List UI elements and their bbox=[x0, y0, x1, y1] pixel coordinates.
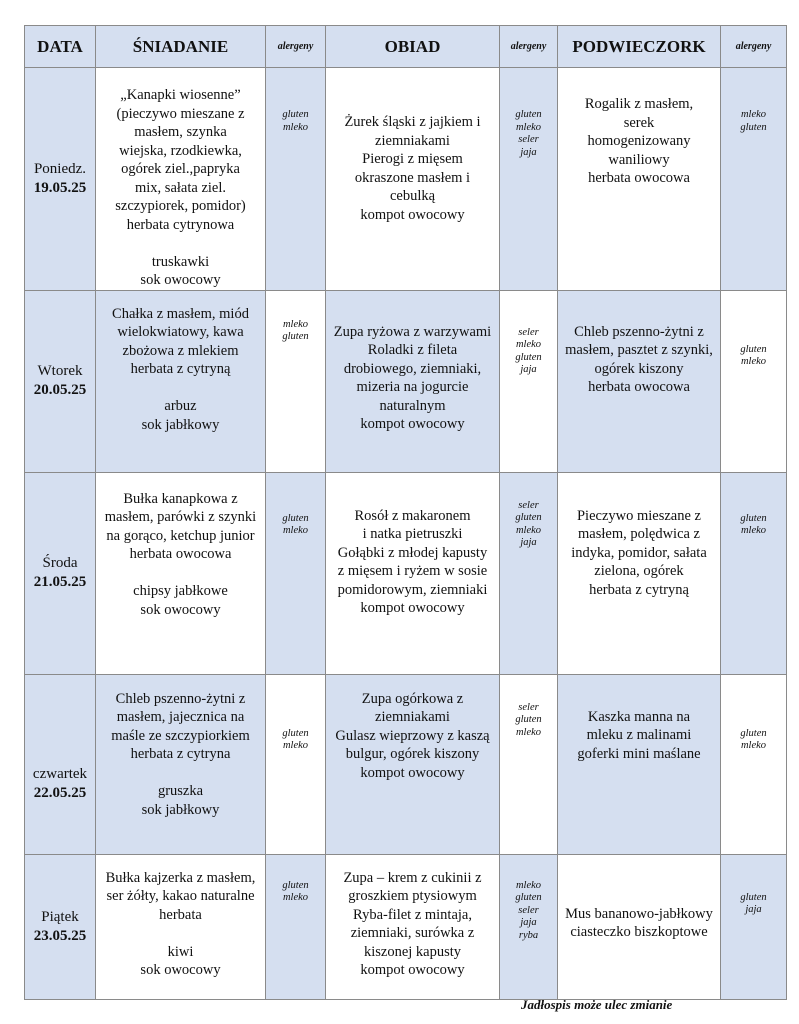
day-name: Poniedz. bbox=[33, 160, 87, 177]
day-name: Piątek bbox=[41, 908, 79, 925]
day-name: Wtorek bbox=[37, 363, 83, 379]
lunch-text: Zupa ogórkowa z ziemniakami Gulasz wieprzowy z kaszą bulgur, ogórek kiszony kompot owocowy bbox=[335, 690, 490, 781]
date-cell bbox=[25, 674, 96, 854]
snack-text: Chleb pszenno-żytni z masłem, pasztet z szynki, ogórek kiszony herbata owocowa bbox=[565, 323, 713, 395]
breakfast-allergens: gluten mleko bbox=[282, 727, 309, 751]
snack-allergens: gluten mleko bbox=[740, 343, 767, 367]
day-row-wednesday bbox=[25, 472, 787, 674]
breakfast-text: Bułka kajzerka z masłem, ser żółty, kakao naturalne herbata kiwi sok owocowy bbox=[105, 869, 256, 978]
snack-text: Kaszka manna na mleku z malinami goferki mini maślane bbox=[577, 708, 701, 762]
header-snack-allergens: alergeny bbox=[721, 26, 787, 68]
breakfast-text: „Kanapki wiosenne” (pieczywo mieszane z masłem, szynka wiejska, rzodkiewka, ogórek ziel.,papryka mix, sałata ziel. szczypiorek, pomidor) herbata cytrynowa truskawki sok owocowy bbox=[115, 87, 246, 288]
breakfast-allergens: mleko gluten bbox=[282, 318, 309, 342]
snack-allergens: mleko gluten bbox=[740, 109, 767, 133]
header-lunch-allergens: alergeny bbox=[500, 26, 558, 68]
header-breakfast-allergens: alergeny bbox=[266, 26, 326, 68]
date-cell bbox=[25, 68, 96, 291]
day-date: 22.05.25 bbox=[33, 784, 87, 801]
lunch-allergens: seler mleko gluten jaja bbox=[515, 326, 542, 375]
day-date: 19.05.25 bbox=[33, 179, 87, 196]
day-row-tuesday bbox=[25, 290, 787, 472]
breakfast-text: Chleb pszenno-żytni z masłem, jajecznica na maśle ze szczypiorkiem herbata z cytryna gruszka sok jabłkowy bbox=[111, 690, 250, 818]
footer-note: Jadłospis może ulec zmianie bbox=[521, 997, 673, 1012]
day-name: Środa bbox=[42, 555, 78, 571]
lunch-text: Rosół z makaronem i natka pietruszki Gołąbki z młodej kapusty z mięsem i ryżem w sosie pomidorowym, ziemniaki kompot owocowy bbox=[337, 507, 488, 616]
header-lunch: OBIAD bbox=[326, 26, 500, 68]
breakfast-allergens: gluten mleko bbox=[282, 109, 309, 133]
breakfast-allergens: gluten mleko bbox=[282, 879, 309, 903]
day-row-monday bbox=[25, 68, 787, 291]
header-snack: PODWIECZORK bbox=[558, 26, 721, 68]
day-name: czwartek bbox=[32, 765, 88, 782]
breakfast-text: Chałka z masłem, miód wielokwiatowy, kawa zbożowa z mlekiem herbata z cytryną arbuz sok jabłkowy bbox=[112, 305, 249, 433]
lunch-allergens: seler gluten mleko bbox=[515, 701, 542, 738]
date-cell bbox=[25, 290, 96, 472]
snack-allergens: gluten mleko bbox=[740, 727, 767, 751]
snack-text: Rogalik z masłem, serek homogenizowany waniliowy herbata owocowa bbox=[584, 96, 694, 186]
lunch-allergens: seler gluten mleko jaja bbox=[515, 499, 542, 548]
day-date: 23.05.25 bbox=[33, 927, 87, 944]
date-cell bbox=[25, 472, 96, 674]
header-breakfast: ŚNIADANIE bbox=[96, 26, 266, 68]
lunch-allergens: gluten mleko seler jaja bbox=[515, 109, 542, 158]
day-row-thursday bbox=[25, 674, 787, 854]
breakfast-allergens: gluten mleko bbox=[282, 512, 309, 536]
lunch-text: Zupa – krem z cukinii z groszkiem ptysiowym Ryba-filet z mintaja, ziemniaki, surówka z kiszonej kapusty kompot owocowy bbox=[343, 869, 482, 978]
snack-text: Pieczywo mieszane z masłem, polędwica z indyka, pomidor, sałata zielona, ogórek herbata z cytryną bbox=[571, 507, 707, 598]
date-cell bbox=[25, 854, 96, 999]
lunch-text: Żurek śląski z jajkiem i ziemniakami Pierogi z mięsem okraszone masłem i cebulką kompot owocowy bbox=[344, 114, 481, 223]
menu-table bbox=[24, 25, 787, 1000]
day-date: 21.05.25 bbox=[33, 574, 87, 590]
snack-allergens: gluten mleko bbox=[740, 512, 767, 536]
snack-text: Mus bananowo-jabłkowy ciasteczko biszkoptowe bbox=[565, 905, 713, 940]
lunch-text: Zupa ryżowa z warzywami Roladki z fileta drobiowego, ziemniaki, mizeria na jogurcie naturalnym kompot owocowy bbox=[333, 323, 492, 432]
day-row-friday bbox=[25, 854, 787, 999]
snack-allergens: gluten jaja bbox=[740, 891, 767, 915]
breakfast-text: Bułka kanapkowa z masłem, parówki z szynki na gorąco, ketchup junior herbata owocowa chipsy jabłkowe sok owocowy bbox=[104, 490, 257, 618]
lunch-allergens: mleko gluten seler jaja ryba bbox=[515, 879, 542, 941]
header-date: DATA bbox=[25, 26, 96, 68]
header-row bbox=[25, 26, 787, 68]
day-date: 20.05.25 bbox=[33, 382, 87, 398]
